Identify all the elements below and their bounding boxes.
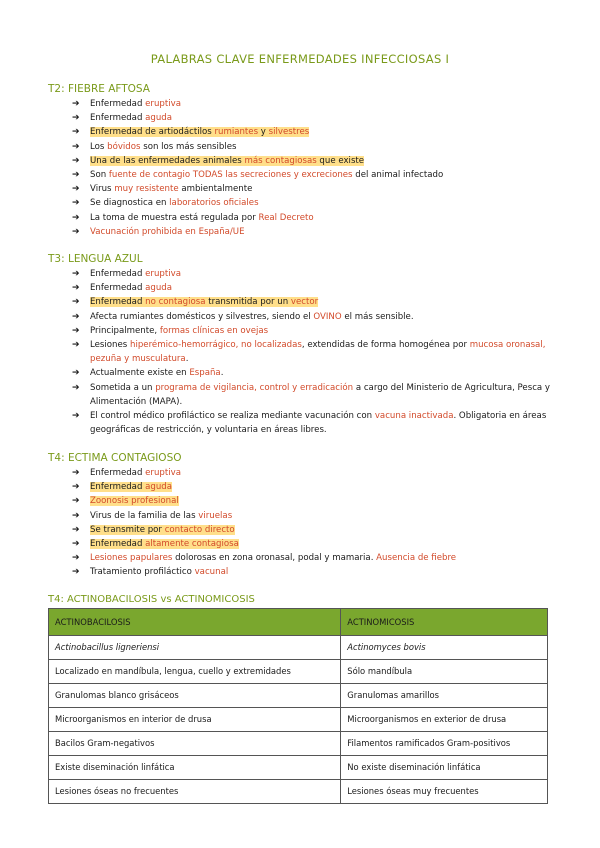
- right-arrow-icon: ➔: [72, 311, 80, 322]
- right-arrow-icon: ➔: [72, 184, 80, 195]
- section-heading: T4: ECTIMA CONTAGIOSO: [48, 452, 182, 464]
- table-cell: Lesiones óseas muy frecuentes: [341, 780, 548, 804]
- table-cell: No existe diseminación linfática: [341, 756, 548, 780]
- table-header-cell: ACTINOMICOSIS: [341, 609, 548, 636]
- right-arrow-icon: ➔: [72, 155, 80, 166]
- list-item: ➔ Sometida a un programa de vigilancia, control y erradicación a cargo del Ministerio de Agricultura, Pesca y Alimentación (MAPA).: [72, 382, 550, 407]
- list-item: ➔ Enfermedad de artiodáctilos rumiantes y silvestres: [72, 125, 568, 139]
- list-item: ➔ Se transmite por contacto directo: [72, 523, 568, 537]
- table-row: [49, 780, 548, 804]
- list-item: ➔ Enfermedad aguda: [72, 111, 568, 125]
- right-arrow-icon: ➔: [72, 567, 80, 578]
- table-cell: Microorganismos en interior de drusa: [49, 708, 341, 732]
- table-cell: Existe diseminación linfática: [49, 756, 341, 780]
- right-arrow-icon: ➔: [72, 113, 80, 124]
- right-arrow-icon: ➔: [72, 325, 80, 336]
- list-item: ➔ La toma de muestra está regulada por Real Decreto: [72, 211, 568, 225]
- table-cell: Granulomas amarillos: [341, 684, 548, 708]
- right-arrow-icon: ➔: [72, 468, 80, 478]
- list-item: ➔ Actualmente existe en España.: [72, 366, 568, 380]
- list-item: ➔ Enfermedad aguda: [72, 281, 568, 295]
- list-item: ➔ Lesiones hiperémico-hemorrágico, no localizadas, extendidas de forma homogénea por mucosa oronasal, pezuña y musculatura.: [72, 340, 546, 365]
- section-lengua-azul: [48, 252, 568, 437]
- list-item: ➔ Afecta rumiantes domésticos y silvestres, siendo el OVINO el más sensible.: [72, 310, 568, 324]
- table-row: [49, 636, 548, 660]
- right-arrow-icon: ➔: [72, 127, 80, 138]
- right-arrow-icon: ➔: [72, 496, 80, 507]
- table-cell: Bacilos Gram-negativos: [49, 732, 341, 756]
- right-arrow-icon: ➔: [72, 411, 80, 422]
- table-row: [49, 660, 548, 684]
- table-cell: Filamentos ramificados Gram-positivos: [341, 732, 548, 756]
- comparison-table: [48, 608, 548, 804]
- right-arrow-icon: ➔: [72, 283, 80, 294]
- list-item: ➔ Lesiones papulares dolorosas en zona oronasal, podal y mamaria. Ausencia de fiebre: [72, 551, 568, 565]
- table-caption: T4: ACTINOBACILOSIS vs ACTINOMICOSIS: [48, 594, 255, 605]
- list-item: ➔ Enfermedad aguda: [72, 480, 568, 494]
- list-item: ➔ Son fuente de contagio TODAS las secreciones y excreciones del animal infectado: [72, 168, 568, 182]
- right-arrow-icon: ➔: [72, 170, 80, 181]
- list-item: ➔ Enfermedad altamente contagiosa: [72, 537, 568, 551]
- right-arrow-icon: ➔: [72, 368, 80, 379]
- table-cell: Lesiones óseas no frecuentes: [49, 780, 341, 804]
- right-arrow-icon: ➔: [72, 198, 80, 209]
- table-row: [49, 708, 548, 732]
- list-item: ➔ Los bóvidos son los más sensibles: [72, 140, 568, 154]
- list-item: ➔ Virus de la familia de las viruelas: [72, 509, 568, 523]
- right-arrow-icon: ➔: [72, 539, 80, 550]
- table-cell: Sólo mandíbula: [341, 660, 548, 684]
- table-header-row: [49, 609, 548, 636]
- list-item: ➔ Vacunación prohibida en España/UE: [72, 225, 568, 239]
- right-arrow-icon: ➔: [72, 382, 80, 393]
- right-arrow-icon: ➔: [72, 553, 80, 564]
- table-cell: Localizado en mandíbula, lengua, cuello y extremidades: [49, 660, 341, 684]
- table-cell: Microorganismos en exterior de drusa: [341, 708, 548, 732]
- list-item: ➔ Enfermedad eruptiva: [72, 466, 568, 480]
- document-title: PALABRAS CLAVE ENFERMEDADES INFECCIOSAS I: [150, 52, 450, 66]
- right-arrow-icon: ➔: [72, 212, 80, 223]
- table-row: [49, 732, 548, 756]
- section-heading: T2: FIEBRE AFTOSA: [48, 83, 150, 95]
- table-row: [49, 756, 548, 780]
- right-arrow-icon: ➔: [72, 340, 80, 351]
- list-item: ➔ Enfermedad eruptiva: [72, 97, 568, 111]
- list-item: ➔ Enfermedad no contagiosa transmitida por un vector: [72, 295, 568, 309]
- right-arrow-icon: ➔: [72, 524, 80, 535]
- list-item: ➔ Tratamiento profiláctico vacunal: [72, 565, 568, 579]
- right-arrow-icon: ➔: [72, 510, 80, 521]
- section-ectima-contagioso: [48, 451, 568, 580]
- list-item: ➔ Virus muy resistente ambientalmente: [72, 182, 568, 196]
- right-arrow-icon: ➔: [72, 226, 80, 237]
- table-row: [49, 684, 548, 708]
- list-item: ➔ Principalmente, formas clínicas en ovejas: [72, 324, 568, 338]
- list-item: ➔ Enfermedad eruptiva: [72, 267, 568, 281]
- list-item: ➔ Una de las enfermedades animales más contagiosas que existe: [72, 154, 568, 168]
- right-arrow-icon: ➔: [72, 141, 80, 152]
- table-cell: Granulomas blanco grisáceos: [49, 684, 341, 708]
- right-arrow-icon: ➔: [72, 482, 80, 493]
- list-item: ➔ Zoonosis profesional: [72, 494, 568, 508]
- list-item: ➔ El control médico profiláctico se realiza mediante vacunación con vacuna inactivada. Obligatoria en áreas geográficas de restricción, y voluntaria en áreas libres.: [72, 411, 547, 436]
- section-heading: T3: LENGUA AZUL: [48, 253, 143, 265]
- right-arrow-icon: ➔: [72, 269, 80, 279]
- right-arrow-icon: ➔: [72, 99, 80, 109]
- list-item: ➔ Se diagnostica en laboratorios oficiales: [72, 196, 568, 210]
- table-header-cell: ACTINOBACILOSIS: [49, 609, 341, 636]
- table-cell: Actinomyces bovis: [341, 636, 548, 660]
- right-arrow-icon: ➔: [72, 297, 80, 308]
- table-cell: Actinobacillus ligneriensi: [49, 636, 341, 660]
- section-fiebre-aftosa: [48, 82, 568, 239]
